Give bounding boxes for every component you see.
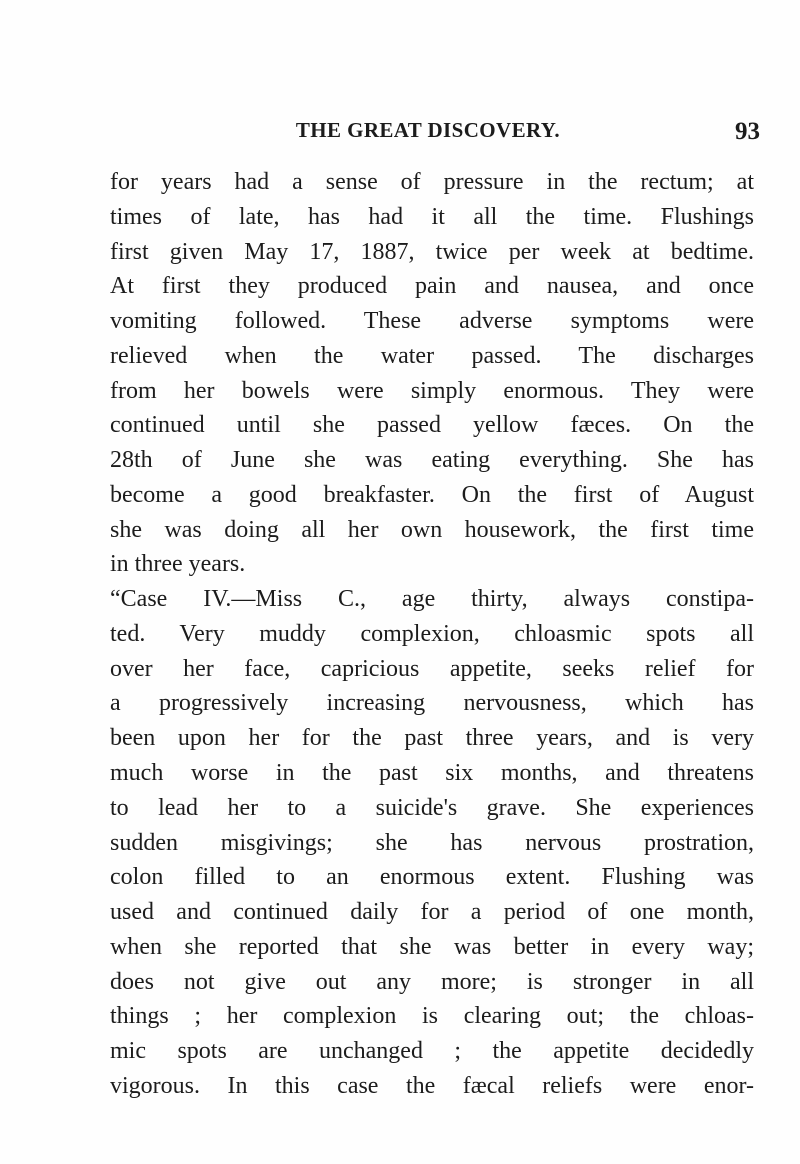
text-line: in three years. [110, 551, 246, 578]
text-line: vigorous. In this case the fæcal reliefs were enor- [110, 1072, 754, 1099]
running-head [96, 118, 760, 148]
text-line: for years had a sense of pressure in the rectum; at [110, 169, 754, 195]
text-line: colon filled to an enormous extent. Flushing was [110, 864, 754, 891]
text-line: times of late, has had it all the time. Flushings [110, 203, 754, 230]
text-line: from her bowels were simply enormous. They were [110, 377, 754, 404]
text-line: become a good breakfaster. On the first of August [110, 481, 754, 508]
text-line: when she reported that she was better in every way; [110, 933, 754, 960]
text-line: mic spots are unchanged ; the appetite decidedly [110, 1038, 754, 1065]
text-line: much worse in the past six months, and threatens [110, 760, 754, 787]
text-line: does not give out any more; is stronger in all [110, 968, 754, 995]
text-line: been upon her for the past three years, and is very [110, 725, 754, 752]
text-line: 28th of June she was eating everything. She has [110, 447, 754, 474]
text-line: vomiting followed. These adverse symptoms were [110, 308, 754, 335]
text-line: a progressively increasing nervousness, which has [110, 690, 754, 717]
text-line: relieved when the water passed. The discharges [110, 342, 754, 369]
text-line: ted. Very muddy complexion, chloasmic spots all [110, 620, 754, 647]
body-text [110, 165, 754, 1104]
text-line: continued until she passed yellow fæces. On the [110, 412, 754, 439]
text-line: things ; her complexion is clearing out; the chloas- [110, 1003, 754, 1030]
text-line: to lead her to a suicide's grave. She experiences [110, 794, 754, 821]
page-number: 93 [735, 118, 760, 145]
running-title: THE GREAT DISCOVERY. [295, 118, 561, 142]
text-line: sudden misgivings; she has nervous prostration, [110, 829, 754, 856]
text-line: At first they produced pain and nausea, and once [110, 273, 754, 300]
text-line: she was doing all her own housework, the first time [110, 516, 754, 543]
text-line: “Case IV.—Miss C., age thirty, always constipa- [110, 586, 754, 613]
text-line: over her face, capricious appetite, seeks relief for [110, 655, 754, 682]
text-line: used and continued daily for a period of one month, [110, 899, 754, 926]
text-line: first given May 17, 1887, twice per week at bedtime. [110, 238, 754, 265]
